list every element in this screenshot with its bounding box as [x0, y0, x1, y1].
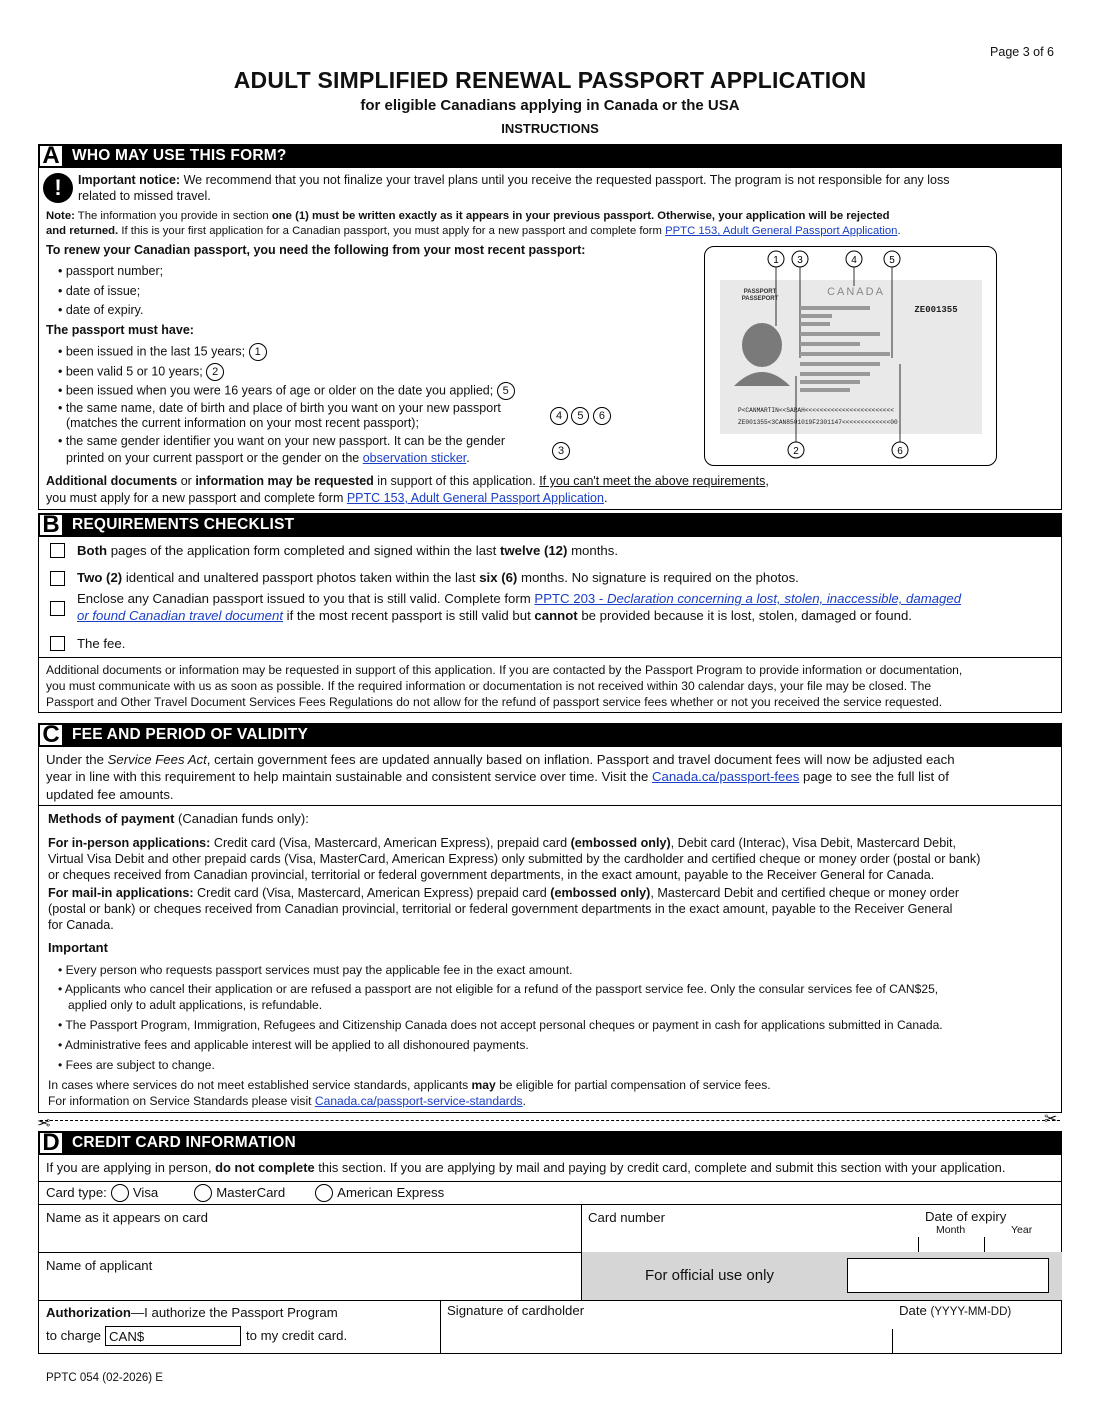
radio-label: MasterCard — [216, 1185, 286, 1201]
radio-mastercard[interactable] — [194, 1184, 212, 1202]
cut-line — [40, 1120, 1060, 1121]
checkbox-forms-signed[interactable] — [50, 543, 65, 558]
expiry-year-input[interactable] — [986, 1237, 1060, 1252]
passport-number: ZE001355 — [914, 305, 958, 315]
divider — [38, 657, 1062, 658]
important-item: • Applicants who cancel their application or are refused a passport are not eligible for a refund of the passport service fee. Only the consular services fee of CAN$25, — [58, 982, 939, 996]
important-heading: Important — [48, 940, 108, 955]
section-c-header — [38, 723, 1062, 747]
pptc203-link[interactable]: PPTC 203 - Declaration concerning a lost, stolen, inaccessible, damaged — [534, 591, 962, 606]
date-input[interactable] — [894, 1329, 1060, 1353]
marker-label: 5 — [889, 255, 895, 266]
fee-intro-3: updated fee amounts. — [46, 787, 174, 802]
form-subtitle: for eligible Canadians applying in Canada or the USA — [360, 97, 740, 114]
scissors-icon: ✂ — [37, 1112, 51, 1130]
must-item: • the same name, date of birth and place of birth you want on your new passport — [58, 401, 501, 415]
important-item: • The Passport Program, Immigration, Refugees and Citizenship Canada does not accept personal cheques or payment in cash for applications submitted in Canada. — [58, 1018, 943, 1032]
divider — [38, 1300, 1062, 1301]
checklist-item-2: Two (2) identical and unaltered passport photos taken within the last six (6) months. No signature is required on the photos. — [77, 570, 799, 585]
inperson-line-3: or cheques received from Canadian provincial, territorial or federal government departments, in the exact amount, payable to the Receiver General for Canada. — [48, 868, 935, 882]
exclamation-icon: ! — [43, 173, 73, 203]
divider — [38, 805, 1062, 806]
mrz-line-1: P<CANMARTIN<<SARAH<<<<<<<<<<<<<<<<<<<<<<<< — [738, 407, 894, 414]
passport-diagram-graphic — [704, 246, 997, 466]
note-line-2: and returned. If this is your first application for a Canadian passport, you must apply for a new passport and complete form PPTC 153, Adult General Passport Application. — [46, 225, 901, 237]
section-title: REQUIREMENTS CHECKLIST — [72, 515, 295, 533]
passport-fees-link[interactable]: Canada.ca/passport-fees — [651, 769, 800, 784]
section-b-footer: you must communicate with us as soon as possible. If the required information or documentation is not received within 30 calendar days, your file may be closed. The — [46, 679, 932, 693]
page-number: Page 3 of 6 — [990, 45, 1054, 59]
section-a-header — [38, 144, 1062, 168]
mrz-line-2: ZE001355<3CAN8501019F2301147<<<<<<<<<<<<<00 — [738, 419, 898, 426]
radio-label: Visa — [132, 1185, 159, 1201]
divider — [38, 1204, 1062, 1205]
additional-docs-line-2: you must apply for a new passport and complete form PPTC 153, Adult General Passport Application. — [46, 491, 608, 505]
applicant-name-label: Name of applicant — [46, 1258, 153, 1273]
marker-label: 1 — [773, 255, 779, 266]
marker: 1 — [249, 343, 267, 361]
signature-field[interactable] — [442, 1320, 890, 1352]
scissors-icon: ✂ — [1044, 1111, 1058, 1128]
section-b-footer: Passport and Other Travel Document Services Fees Regulations do not allow for the refund of passport service fees whether or not you received the service requested. — [46, 695, 943, 709]
section-letter: D — [38, 1131, 64, 1155]
date-label: Date (YYYY-MM-DD) — [899, 1303, 1012, 1318]
divider — [581, 1204, 582, 1252]
markers-group — [550, 407, 611, 425]
section-letter: A — [38, 144, 64, 168]
official-use-label: For official use only — [645, 1267, 774, 1284]
service-standards-link[interactable]: Canada.ca/passport-service-standards — [314, 1094, 523, 1108]
divider — [984, 1237, 985, 1252]
marker-label: 3 — [797, 255, 803, 266]
must-item: • been issued when you were 16 years of age or older on the date you applied; 5 — [58, 382, 515, 400]
card-type-row — [46, 1184, 444, 1202]
section-title: WHO MAY USE THIS FORM? — [72, 146, 287, 164]
important-item: • Administrative fees and applicable interest will be applied to all dishonoured payments. — [58, 1038, 529, 1052]
marker: 5 — [571, 407, 589, 425]
marker-label: 6 — [897, 446, 903, 457]
divider — [38, 1181, 1062, 1182]
renew-item: • date of expiry. — [58, 303, 144, 317]
mail-line-1: For mail-in applications: Credit card (Visa, Mastercard, American Express) prepaid card (embossed only), Mastercard Debit and certified cheque or money order — [48, 886, 960, 900]
section-d-intro: If you are applying in person, do not complete this section. If you are applying by mail and paying by credit card, complete and submit this section with your application. — [46, 1160, 1006, 1175]
card-number-label: Card number — [588, 1210, 665, 1225]
marker: 3 — [552, 442, 570, 460]
mail-line-3: for Canada. — [48, 918, 114, 932]
must-item: (matches the current information on your most recent passport); — [66, 416, 419, 430]
must-item: • been valid 5 or 10 years; 2 — [58, 363, 224, 381]
svg-text:PASSPORT: PASSPORT — [743, 289, 777, 295]
expiry-month-input[interactable] — [920, 1237, 982, 1252]
form-code: PPTC 054 (02-2026) E — [46, 1372, 163, 1384]
divider — [440, 1300, 441, 1354]
mail-line-2: (postal or bank) or cheques received from Canadian provincial, territorial or federal government departments in the exact amount, payable to the Receiver General — [48, 902, 953, 916]
charge-row: to charge CAN$ to my credit card. — [46, 1326, 347, 1346]
must-item: • the same gender identifier you want on your new passport. It can be the gender — [58, 434, 506, 448]
renew-item: • passport number; — [58, 264, 164, 278]
important-notice: Important notice: We recommend that you not finalize your travel plans until you receive the requested passport. The program is not responsible for any loss — [78, 173, 950, 187]
must-item: • been issued in the last 15 years; 1 — [58, 343, 267, 361]
section-title: FEE AND PERIOD OF VALIDITY — [72, 725, 308, 743]
amount-input[interactable]: CAN$ — [105, 1326, 241, 1346]
checkbox-fee[interactable] — [50, 636, 65, 651]
official-use-box — [847, 1258, 1049, 1293]
observation-sticker-link[interactable]: observation sticker — [362, 451, 467, 465]
radio-label: American Express — [337, 1185, 445, 1201]
must-item: printed on your current passport or the gender on the observation sticker. — [66, 451, 470, 465]
svg-text:PASSEPORT: PASSEPORT — [741, 296, 779, 302]
renew-item: • date of issue; — [58, 284, 141, 298]
pptc203-link-cont[interactable]: or found Canadian travel document — [77, 608, 284, 623]
checklist-item-3-line-1: Enclose any Canadian passport issued to you that is still valid. Complete form PPTC 203 - Declaration concerning a lost, stolen, inaccessible, damaged — [77, 591, 962, 606]
marker: 6 — [593, 407, 611, 425]
radio-amex[interactable] — [315, 1184, 333, 1202]
passport-country: CANADA — [827, 286, 885, 298]
section-b-header — [38, 513, 1062, 537]
expiry-month-label: Month — [936, 1224, 966, 1236]
checkbox-photos[interactable] — [50, 571, 65, 586]
fee-intro-2: year in line with this requirement to help maintain sustainable and consistent service over time. Visit the Canada.ca/passport-fees page to see the full list of — [46, 769, 949, 784]
instructions-heading: INSTRUCTIONS — [501, 121, 599, 136]
divider — [892, 1329, 893, 1354]
form-title: ADULT SIMPLIFIED RENEWAL PASSPORT APPLICATION — [233, 67, 867, 93]
section-letter: B — [38, 513, 64, 537]
card-type-label: Card type: — [46, 1185, 107, 1201]
marker: 2 — [206, 363, 224, 381]
pptc153-link-2[interactable]: PPTC 153, Adult General Passport Application — [346, 491, 604, 505]
signature-label: Signature of cardholder — [447, 1303, 585, 1318]
compensation-line-2: For information on Service Standards please visit Canada.ca/passport-service-standards. — [48, 1094, 526, 1108]
marker-group — [552, 442, 570, 460]
must-heading: The passport must have: — [46, 323, 194, 337]
marker: 4 — [550, 407, 568, 425]
important-item: • Every person who requests passport services must pay the applicable fee in the exact amount. — [58, 963, 573, 977]
applicant-name-input[interactable] — [40, 1274, 578, 1298]
checklist-item-3-line-2: or found Canadian travel document if the most recent passport is still valid but cannot be provided because it is lost, stolen, damaged or found. — [77, 608, 912, 623]
authorization-text: Authorization—I authorize the Passport Program — [46, 1305, 338, 1320]
marker: 5 — [497, 382, 515, 400]
note-line-1: Note: The information you provide in section one (1) must be written exactly as it appears in your previous passport. Otherwise, your application will be rejected — [46, 210, 890, 222]
expiry-label: Date of expiry — [925, 1209, 1007, 1224]
additional-docs-line-1: Additional documents or information may be requested in support of this application. If you can't meet the above requirements, — [46, 474, 769, 488]
name-on-card-input[interactable] — [40, 1226, 578, 1250]
marker-label: 4 — [851, 255, 857, 266]
methods-heading: Methods of payment (Canadian funds only): — [48, 811, 309, 826]
radio-visa[interactable] — [111, 1184, 129, 1202]
renew-heading: To renew your Canadian passport, you need the following from your most recent passport: — [46, 243, 586, 257]
section-title: CREDIT CARD INFORMATION — [72, 1133, 296, 1151]
checkbox-enclose-passport[interactable] — [50, 601, 65, 616]
important-notice-cont: related to missed travel. — [78, 189, 211, 203]
section-letter: C — [38, 723, 64, 747]
section-d-header — [38, 1131, 1062, 1155]
card-number-input[interactable] — [583, 1226, 913, 1250]
compensation-line-1: In cases where services do not meet established service standards, applicants may be eligible for partial compensation of service fees. — [48, 1078, 771, 1092]
fee-intro-1: Under the Service Fees Act, certain government fees are updated annually based on inflation. Passport and travel document fees will now be adjusted each — [46, 752, 955, 767]
divider — [918, 1237, 919, 1252]
checklist-item-1: Both pages of the application form completed and signed within the last twelve (12) months. — [77, 543, 618, 558]
important-item: applied only to adult applications, is refundable. — [68, 998, 323, 1012]
inperson-line-1: For in-person applications: Credit card (Visa, Mastercard, American Express), prepaid card (embossed only), Debit card (Interac), Visa Debit, Mastercard Debit, — [48, 836, 956, 850]
marker-label: 2 — [793, 446, 799, 457]
pptc153-link[interactable]: PPTC 153, Adult General Passport Application — [665, 225, 898, 237]
important-item: • Fees are subject to change. — [58, 1058, 215, 1072]
inperson-line-2: Virtual Visa Debit and other prepaid cards (Visa, MasterCard, American Express) only submitted by the cardholder and certified cheque or money order (postal or bank) — [48, 852, 981, 866]
section-b-footer: Additional documents or information may be requested in support of this application. If you are contacted by the Passport Program to provide information or documentation, — [46, 663, 963, 677]
name-on-card-label: Name as it appears on card — [46, 1210, 208, 1225]
checklist-item-4: The fee. — [77, 636, 126, 651]
expiry-year-label: Year — [1011, 1224, 1033, 1236]
